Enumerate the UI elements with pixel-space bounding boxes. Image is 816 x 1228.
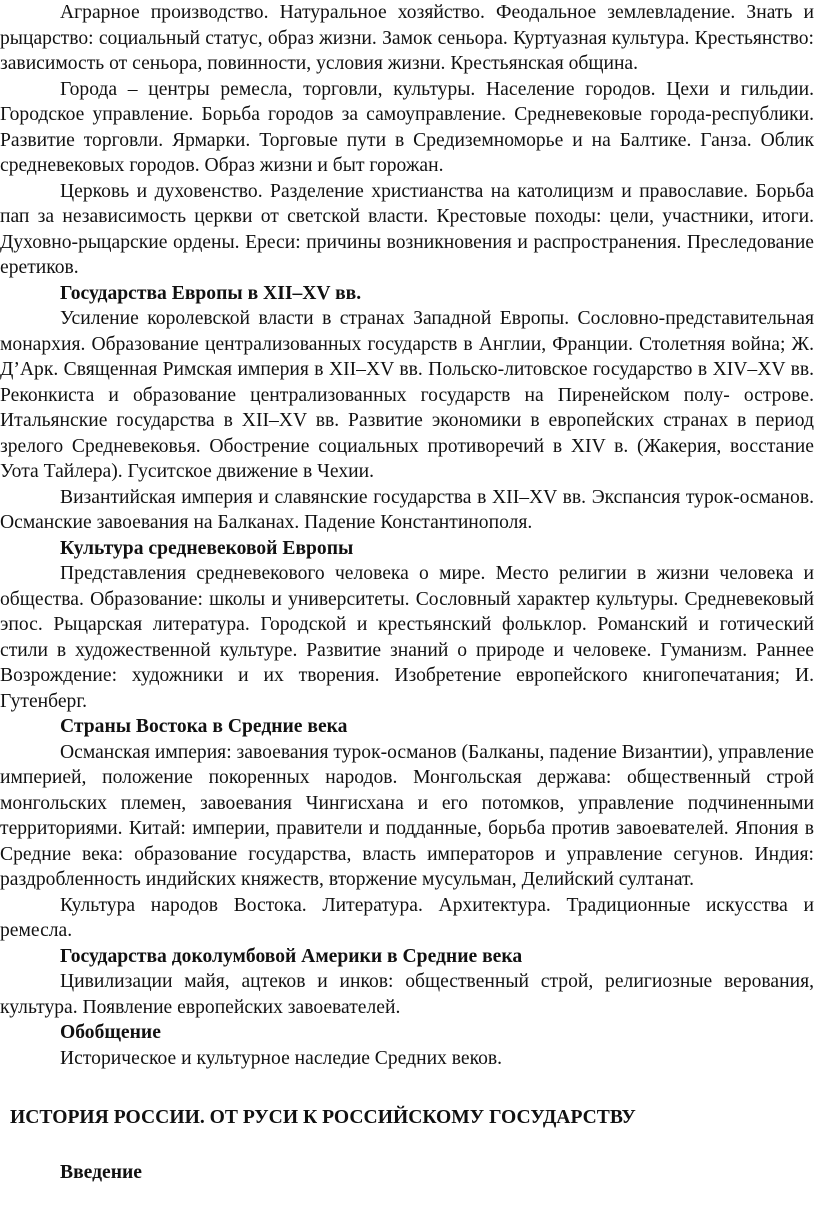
- heading-medieval-culture: Культура средневековой Европы: [60, 537, 354, 559]
- paragraph-heritage: Историческое и культурное наследие Средних веков.: [60, 1047, 503, 1069]
- heading-european-states: Государства Европы в XII–XV вв.: [60, 282, 362, 304]
- paragraph-culture: Представления средневекового человека о мире. Место религии в жизни человека и общества. Образование: школы и университеты. Сословный характер культуры. Средневековый эпос. Рыцарская литература. Городской и крестьянский фольклор. Романский и готический стили в художественной культуре. Развитие знаний о природе и человеке. Гуманизм. Раннее Возрождение: художники и их творения. Изобретение европейского книгопечатания; И. Гутенберг.: [0, 563, 814, 712]
- heading-introduction: Введение: [60, 1161, 142, 1183]
- section-title: ИСТОРИЯ РОССИИ. ОТ РУСИ К РОССИЙСКОМУ ГОСУДАРСТВУ: [10, 1107, 636, 1128]
- paragraph-ottoman: Османская империя: завоевания турок-османов (Балканы, падение Византии), управление империей, положение покоренных народов. Монгольская держава: общественный строй монгольских племен, завоевания Чингисхана и его потомков, управление подчиненными территориями. Китай: империи, правители и подданные, борьба против завоевателей. Япония в Средние века: образование государства, власть императоров и управление сегунов. Индия: раздробленность индийских княжеств, вторжение мусульман, Делийский султанат.: [0, 741, 814, 890]
- heading-eastern-countries: Страны Востока в Средние века: [60, 716, 348, 737]
- paragraph-eastern-culture: Культура народов Востока. Литература. Архитектура. Традиционные искусства и ремесла.: [0, 894, 814, 941]
- paragraph-byzantium: Византийская империя и славянские государства в XII–XV вв. Экспансия турок-османов. Османские завоевания на Балканах. Падение Константинополя.: [0, 486, 814, 533]
- paragraph-civilizations: Цивилизации майя, ацтеков и инков: общественный строй, религиозные верования, культура. Появление европейских завоевателей.: [0, 971, 814, 1018]
- paragraph-agrarian: Аграрное производство. Натуральное хозяйство. Феодальное землевладение. Знать и рыцарство: социальный статус, образ жизни. Замок сеньора. Куртуазная культура. Крестьянство: зависимость от сеньора, повинности, условия жизни. Крестьянская община.: [0, 2, 814, 74]
- paragraph-royal-power: Усиление королевской власти в странах Западной Европы. Сословно-представительная монархия. Образование централизованных государств в Англии, Франции. Столетняя война; Ж. Д’Арк. Священная Римская империя в XII–XV вв. Польско-литовское государство в XIV–XV вв. Реконкиста и образование централизованных государств на Пиренейском полу- острове. Итальянские государства в XII–XV вв. Развитие экономики в европейских странах в период зрелого Средневековья. Обострение социальных противоречий в XIV в. (Жакерия, восстание Уота Тайлера). Гуситское движение в Чехии.: [0, 308, 814, 482]
- paragraph-cities: Города – центры ремесла, торговли, культуры. Население городов. Цехи и гильдии. Городское управление. Борьба городов за самоуправление. Средневековые города-республики. Развитие торговли. Ярмарки. Торговые пути в Средиземноморье и на Балтике. Ганза. Облик средневековых городов. Образ жизни и быт горожан.: [0, 78, 814, 176]
- heading-pre-columbian: Государства доколумбовой Америки в Средние века: [60, 945, 523, 967]
- heading-summary: Обобщение: [60, 1022, 161, 1043]
- paragraph-church: Церковь и духовенство. Разделение христианства на католицизм и православие. Борьба пап за независимость церкви от светской власти. Крестовые походы: цели, участники, итоги. Духовно-рыцарские ордены. Ереси: причины возникновения и распространения. Преследование еретиков.: [0, 180, 814, 278]
